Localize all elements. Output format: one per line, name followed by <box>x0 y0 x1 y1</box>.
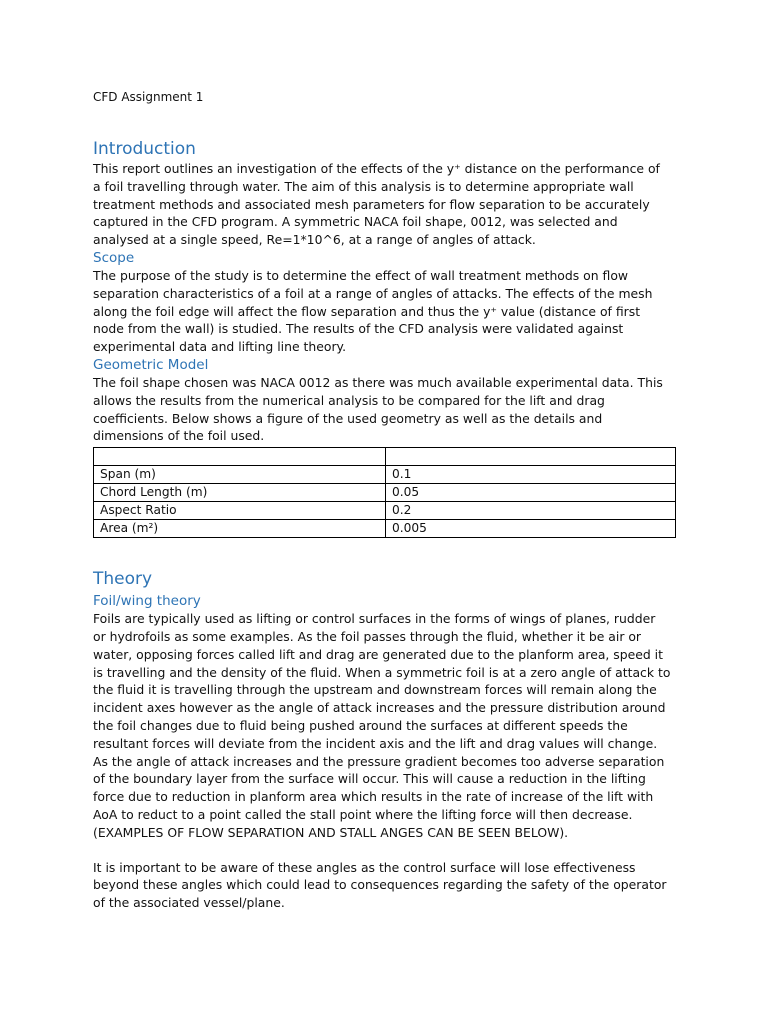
text-line: or hydrofoils as some examples. As the foil passes through the fluid, whether it be air or <box>93 628 642 644</box>
text-line: As the angle of attack increases and the pressure gradient becomes too adverse separation <box>93 753 665 769</box>
text-line: incident axes however as the angle of attack increases and the pressure distribution around <box>93 700 666 716</box>
table-row <box>94 466 676 484</box>
text-line: along the foil edge will affect the flow separation and thus the y⁺ value (distance of first <box>93 303 641 319</box>
text-line: dimensions of the foil used. <box>93 428 265 444</box>
text-line: This report outlines an investigation of the effects of the y⁺ distance on the performance of <box>93 161 660 176</box>
introduction-paragraph <box>93 160 683 249</box>
table-cell-label: Span (m) <box>94 466 386 484</box>
text-line: captured in the CFD program. A symmetric NACA foil shape, 0012, was selected and <box>93 214 618 230</box>
table-row <box>94 484 676 502</box>
text-line: resultant forces will deviate from the incident axis and the lift and drag values will change. <box>93 735 658 751</box>
table-cell-value: 0.05 <box>386 484 676 502</box>
text-line: separation characteristics of a foil at a range of angles of attacks. The effects of the mesh <box>93 285 653 301</box>
table-header-cell <box>94 448 386 466</box>
geometric-model-paragraph <box>93 374 683 445</box>
text-line: the foil changes due to fluid being pushed around the surfaces at different speeds the <box>93 717 628 733</box>
text-line: AoA to reduct to a point called the stall point where the lifting force will then decrease. <box>93 806 633 822</box>
text-line: (EXAMPLES OF FLOW SEPARATION AND STALL ANGES CAN BE SEEN BELOW). <box>93 824 569 840</box>
text-line: force due to reduction in planform area which results in the rate of increase of the lift with <box>93 789 654 805</box>
table-row <box>94 520 676 538</box>
paragraph-gap <box>93 842 683 859</box>
foil-dimensions-table <box>93 447 676 538</box>
text-line: a foil travelling through water. The aim of this analysis is to determine appropriate wall <box>93 178 634 194</box>
table-header-row <box>94 448 676 466</box>
theory-paragraph-2 <box>93 859 683 912</box>
table-cell-value: 0.005 <box>386 520 676 538</box>
text-line: of the associated vessel/plane. <box>93 895 285 911</box>
heading-scope: Scope <box>93 249 135 266</box>
text-line: node from the wall) is studied. The results of the CFD analysis were validated against <box>93 321 624 337</box>
table-cell-value: 0.1 <box>386 466 676 484</box>
text-line: is travelling and the density of the fluid. When a symmetric foil is at a zero angle of attack to <box>93 664 671 680</box>
table-cell-label: Chord Length (m) <box>94 484 386 502</box>
text-line: beyond these angles which could lead to consequences regarding the safety of the operator <box>93 877 667 893</box>
text-line: of the boundary layer from the surface will occur. This will cause a reduction in the lifting <box>93 771 646 787</box>
scope-paragraph <box>93 267 683 356</box>
text-line: water, opposing forces called lift and drag are generated due to the planform area, speed it <box>93 646 663 662</box>
heading-geometric-model: Geometric Model <box>93 356 209 373</box>
text-line: the fluid it is travelling through the upstream and downstream forces will remain along the <box>93 682 657 698</box>
text-line: analysed at a single speed, Re=1*10^6, at a range of angles of attack. <box>93 232 536 248</box>
text-line: The purpose of the study is to determine the effect of wall treatment methods on flow <box>93 267 629 283</box>
theory-paragraph-1 <box>93 610 683 841</box>
document-title: CFD Assignment 1 <box>93 90 204 104</box>
text-line: treatment methods and associated mesh parameters for flow separation to be accurately <box>93 196 650 212</box>
heading-introduction: Introduction <box>93 139 196 159</box>
text-line: coefficients. Below shows a figure of the used geometry as well as the details and <box>93 410 603 426</box>
text-line: experimental data and lifting line theory. <box>93 339 347 355</box>
table-cell-value: 0.2 <box>386 502 676 520</box>
text-line: It is important to be aware of these angles as the control surface will lose effectiveness <box>93 859 636 875</box>
text-line: Foils are typically used as lifting or control surfaces in the forms of wings of planes, rudder <box>93 611 656 627</box>
table-row <box>94 502 676 520</box>
table-cell-label: Area (m²) <box>94 520 386 538</box>
table-cell-label: Aspect Ratio <box>94 502 386 520</box>
heading-theory: Theory <box>93 569 153 590</box>
document-page <box>93 88 683 912</box>
text-line: The foil shape chosen was NACA 0012 as there was much available experimental data. This <box>93 374 663 390</box>
heading-foil-wing-theory: Foil/wing theory <box>93 593 201 610</box>
table-header-cell <box>386 448 676 466</box>
text-line: allows the results from the numerical analysis to be compared for the lift and drag <box>93 392 605 408</box>
